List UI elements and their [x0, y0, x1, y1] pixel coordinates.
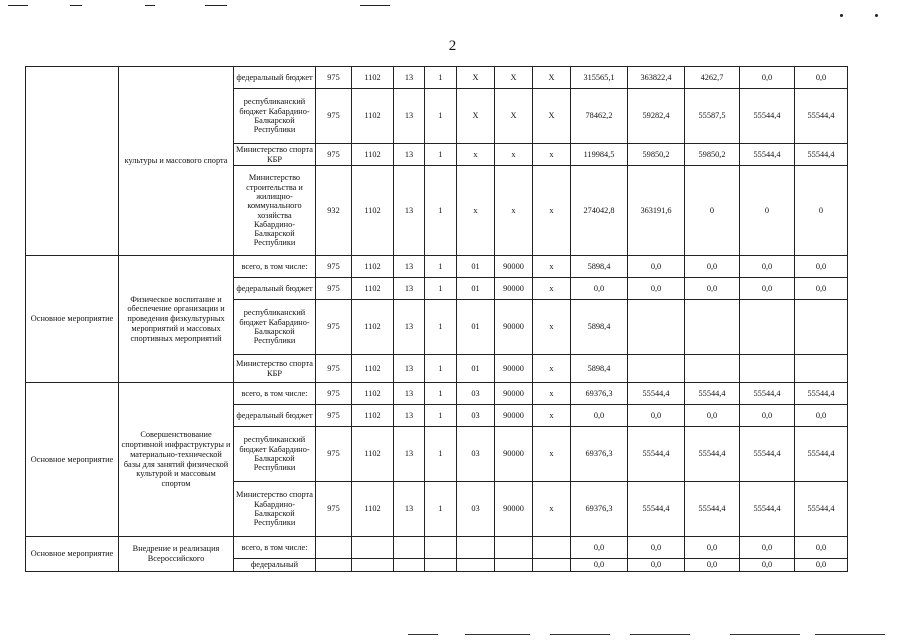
- event-type-cell: Основное мероприятие: [26, 537, 119, 572]
- code-cell: 90000: [495, 355, 533, 383]
- year-value-cell: 5898,4: [571, 256, 628, 278]
- grbs-cell: 975: [316, 89, 352, 144]
- rzpr-cell: [352, 559, 394, 572]
- grbs-cell: 975: [316, 300, 352, 355]
- year-value-cell: 0,0: [571, 405, 628, 427]
- grbs-cell: 975: [316, 278, 352, 300]
- year-value-cell: 5898,4: [571, 300, 628, 355]
- year-value-cell: 0,0: [628, 256, 685, 278]
- code-cell: 90000: [495, 383, 533, 405]
- budget-table: [25, 66, 848, 572]
- year-value-cell: 69376,3: [571, 482, 628, 537]
- year-value-cell: 0,0: [740, 559, 795, 572]
- year-value-cell: 0: [740, 166, 795, 256]
- vr-cell: x: [533, 355, 571, 383]
- scan-mark: [205, 5, 227, 6]
- code-cell: 1: [425, 89, 457, 144]
- vr-cell: x: [533, 300, 571, 355]
- year-value-cell: 55587,5: [685, 89, 740, 144]
- code-cell: x: [457, 166, 495, 256]
- code-cell: x: [457, 144, 495, 166]
- code-cell: 90000: [495, 405, 533, 427]
- code-cell: 03: [457, 482, 495, 537]
- code-cell: 90000: [495, 278, 533, 300]
- grbs-cell: 975: [316, 144, 352, 166]
- year-value-cell: 0,0: [628, 537, 685, 559]
- year-value-cell: [740, 355, 795, 383]
- year-value-cell: 4262,7: [685, 67, 740, 89]
- scan-line: [730, 634, 800, 635]
- year-value-cell: 363191,6: [628, 166, 685, 256]
- source-cell: Министерство строительства и жилищно-коммунального хозяйства Кабардино-Балкарской Республики: [234, 166, 316, 256]
- scan-mark: [8, 5, 28, 6]
- grbs-cell: [316, 537, 352, 559]
- code-cell: 13: [394, 482, 425, 537]
- vr-cell: X: [533, 89, 571, 144]
- year-value-cell: 55544,4: [740, 482, 795, 537]
- rzpr-cell: 1102: [352, 355, 394, 383]
- event-type-cell: Основное мероприятие: [26, 256, 119, 383]
- year-value-cell: 363822,4: [628, 67, 685, 89]
- rzpr-cell: 1102: [352, 405, 394, 427]
- scan-mark: [360, 5, 390, 6]
- rzpr-cell: 1102: [352, 427, 394, 482]
- table-row: [26, 256, 848, 278]
- rzpr-cell: [352, 537, 394, 559]
- year-value-cell: 0,0: [685, 559, 740, 572]
- scan-line: [815, 634, 885, 635]
- vr-cell: x: [533, 427, 571, 482]
- code-cell: 01: [457, 355, 495, 383]
- rzpr-cell: 1102: [352, 89, 394, 144]
- code-cell: [457, 537, 495, 559]
- source-cell: Министерство спорта КБР: [234, 144, 316, 166]
- rzpr-cell: 1102: [352, 67, 394, 89]
- year-value-cell: 119984,5: [571, 144, 628, 166]
- source-cell: республиканский бюджет Кабардино-Балкарской Республики: [234, 89, 316, 144]
- table-row: [26, 67, 848, 89]
- rzpr-cell: 1102: [352, 256, 394, 278]
- code-cell: 13: [394, 300, 425, 355]
- source-cell: Министерство спорта КБР: [234, 355, 316, 383]
- year-value-cell: 0,0: [628, 405, 685, 427]
- code-cell: 1: [425, 166, 457, 256]
- year-value-cell: 274042,8: [571, 166, 628, 256]
- code-cell: 1: [425, 67, 457, 89]
- year-value-cell: 55544,4: [795, 482, 848, 537]
- grbs-cell: 975: [316, 67, 352, 89]
- year-value-cell: 0: [795, 166, 848, 256]
- code-cell: 01: [457, 278, 495, 300]
- code-cell: 13: [394, 405, 425, 427]
- year-value-cell: 55544,4: [740, 383, 795, 405]
- year-value-cell: 0,0: [685, 537, 740, 559]
- table-row: [26, 383, 848, 405]
- event-name-cell: культуры и массового спорта: [119, 67, 234, 256]
- year-value-cell: 5898,4: [571, 355, 628, 383]
- year-value-cell: 0,0: [740, 67, 795, 89]
- code-cell: 1: [425, 256, 457, 278]
- year-value-cell: 55544,4: [795, 144, 848, 166]
- event-name-cell: Физическое воспитание и обеспечение организации и проведения физкультурных мероприятий и массовых спортивных мероприятий: [119, 256, 234, 383]
- code-cell: 03: [457, 383, 495, 405]
- year-value-cell: [685, 355, 740, 383]
- scan-mark: [145, 5, 155, 6]
- grbs-cell: 932: [316, 166, 352, 256]
- scan-dot: [840, 14, 843, 17]
- year-value-cell: 55544,4: [795, 427, 848, 482]
- code-cell: [457, 559, 495, 572]
- year-value-cell: 59850,2: [628, 144, 685, 166]
- grbs-cell: [316, 559, 352, 572]
- code-cell: 13: [394, 383, 425, 405]
- code-cell: X: [495, 67, 533, 89]
- code-cell: 90000: [495, 300, 533, 355]
- source-cell: федеральный бюджет: [234, 67, 316, 89]
- rzpr-cell: 1102: [352, 300, 394, 355]
- code-cell: 1: [425, 300, 457, 355]
- grbs-cell: 975: [316, 383, 352, 405]
- year-value-cell: 0,0: [740, 405, 795, 427]
- year-value-cell: 0,0: [795, 67, 848, 89]
- grbs-cell: 975: [316, 427, 352, 482]
- year-value-cell: 55544,4: [795, 383, 848, 405]
- code-cell: 01: [457, 300, 495, 355]
- event-name-cell: Внедрение и реализация Всероссийского: [119, 537, 234, 572]
- code-cell: 13: [394, 427, 425, 482]
- year-value-cell: 55544,4: [628, 482, 685, 537]
- code-cell: 13: [394, 166, 425, 256]
- year-value-cell: 55544,4: [628, 383, 685, 405]
- code-cell: 13: [394, 355, 425, 383]
- year-value-cell: 315565,1: [571, 67, 628, 89]
- grbs-cell: 975: [316, 256, 352, 278]
- code-cell: [394, 559, 425, 572]
- vr-cell: x: [533, 256, 571, 278]
- year-value-cell: [628, 300, 685, 355]
- code-cell: X: [495, 89, 533, 144]
- code-cell: X: [457, 67, 495, 89]
- source-cell: республиканский бюджет Кабардино-Балкарской Республики: [234, 427, 316, 482]
- code-cell: 1: [425, 482, 457, 537]
- year-value-cell: 0,0: [685, 256, 740, 278]
- year-value-cell: [685, 300, 740, 355]
- year-value-cell: 0,0: [740, 256, 795, 278]
- source-cell: всего, в том числе:: [234, 256, 316, 278]
- vr-cell: x: [533, 482, 571, 537]
- source-cell: Министерство спорта Кабардино-Балкарской Республики: [234, 482, 316, 537]
- code-cell: 13: [394, 144, 425, 166]
- rzpr-cell: 1102: [352, 166, 394, 256]
- source-cell: федеральный: [234, 559, 316, 572]
- year-value-cell: 0,0: [740, 278, 795, 300]
- code-cell: 13: [394, 89, 425, 144]
- year-value-cell: 0,0: [685, 278, 740, 300]
- rzpr-cell: 1102: [352, 278, 394, 300]
- year-value-cell: [795, 300, 848, 355]
- grbs-cell: 975: [316, 405, 352, 427]
- scan-line: [550, 634, 610, 635]
- year-value-cell: 0,0: [795, 256, 848, 278]
- code-cell: x: [495, 144, 533, 166]
- year-value-cell: 0,0: [795, 537, 848, 559]
- year-value-cell: 55544,4: [685, 482, 740, 537]
- source-cell: федеральный бюджет: [234, 405, 316, 427]
- year-value-cell: [628, 355, 685, 383]
- vr-cell: x: [533, 144, 571, 166]
- source-cell: всего, в том числе:: [234, 537, 316, 559]
- code-cell: [425, 537, 457, 559]
- table-body: [26, 67, 848, 572]
- scan-dot: [875, 14, 878, 17]
- year-value-cell: 0,0: [571, 537, 628, 559]
- year-value-cell: 55544,4: [685, 427, 740, 482]
- year-value-cell: 0,0: [740, 537, 795, 559]
- code-cell: 90000: [495, 482, 533, 537]
- vr-cell: x: [533, 166, 571, 256]
- year-value-cell: 0: [685, 166, 740, 256]
- year-value-cell: 59850,2: [685, 144, 740, 166]
- vr-cell: [533, 537, 571, 559]
- code-cell: 1: [425, 383, 457, 405]
- year-value-cell: 78462,2: [571, 89, 628, 144]
- event-name-cell: Совершенствование спортивной инфраструктуры и материально-технической базы для занятий физической культурой и массовым спортом: [119, 383, 234, 537]
- page-number: 2: [448, 38, 457, 54]
- vr-cell: X: [533, 67, 571, 89]
- year-value-cell: 59282,4: [628, 89, 685, 144]
- code-cell: 13: [394, 256, 425, 278]
- year-value-cell: 0,0: [685, 405, 740, 427]
- year-value-cell: 69376,3: [571, 427, 628, 482]
- grbs-cell: 975: [316, 482, 352, 537]
- scan-line: [408, 634, 438, 635]
- vr-cell: x: [533, 405, 571, 427]
- vr-cell: x: [533, 383, 571, 405]
- year-value-cell: 55544,4: [795, 89, 848, 144]
- year-value-cell: 55544,4: [740, 89, 795, 144]
- year-value-cell: 0,0: [795, 278, 848, 300]
- year-value-cell: 55544,4: [685, 383, 740, 405]
- vr-cell: [533, 559, 571, 572]
- year-value-cell: 55544,4: [740, 427, 795, 482]
- rzpr-cell: 1102: [352, 383, 394, 405]
- code-cell: [495, 537, 533, 559]
- event-type-cell: [26, 67, 119, 256]
- scan-line: [465, 634, 530, 635]
- year-value-cell: 0,0: [628, 559, 685, 572]
- source-cell: федеральный бюджет: [234, 278, 316, 300]
- year-value-cell: 55544,4: [628, 427, 685, 482]
- rzpr-cell: 1102: [352, 144, 394, 166]
- code-cell: 1: [425, 355, 457, 383]
- code-cell: 03: [457, 405, 495, 427]
- year-value-cell: 69376,3: [571, 383, 628, 405]
- code-cell: 1: [425, 405, 457, 427]
- year-value-cell: 0,0: [795, 405, 848, 427]
- code-cell: 1: [425, 144, 457, 166]
- year-value-cell: 55544,4: [740, 144, 795, 166]
- rzpr-cell: 1102: [352, 482, 394, 537]
- code-cell: 1: [425, 427, 457, 482]
- code-cell: [425, 559, 457, 572]
- vr-cell: x: [533, 278, 571, 300]
- year-value-cell: [795, 355, 848, 383]
- source-cell: всего, в том числе:: [234, 383, 316, 405]
- year-value-cell: 0,0: [795, 559, 848, 572]
- event-type-cell: Основное мероприятие: [26, 383, 119, 537]
- code-cell: 1: [425, 278, 457, 300]
- grbs-cell: 975: [316, 355, 352, 383]
- year-value-cell: [740, 300, 795, 355]
- table-row: [26, 537, 848, 559]
- source-cell: республиканский бюджет Кабардино-Балкарской Республики: [234, 300, 316, 355]
- code-cell: x: [495, 166, 533, 256]
- code-cell: 90000: [495, 256, 533, 278]
- code-cell: [394, 537, 425, 559]
- code-cell: [495, 559, 533, 572]
- scan-line: [630, 634, 690, 635]
- code-cell: 13: [394, 67, 425, 89]
- code-cell: 03: [457, 427, 495, 482]
- year-value-cell: 0,0: [628, 278, 685, 300]
- code-cell: 13: [394, 278, 425, 300]
- year-value-cell: 0,0: [571, 559, 628, 572]
- code-cell: X: [457, 89, 495, 144]
- code-cell: 01: [457, 256, 495, 278]
- scan-mark: [70, 5, 82, 6]
- year-value-cell: 0,0: [571, 278, 628, 300]
- code-cell: 90000: [495, 427, 533, 482]
